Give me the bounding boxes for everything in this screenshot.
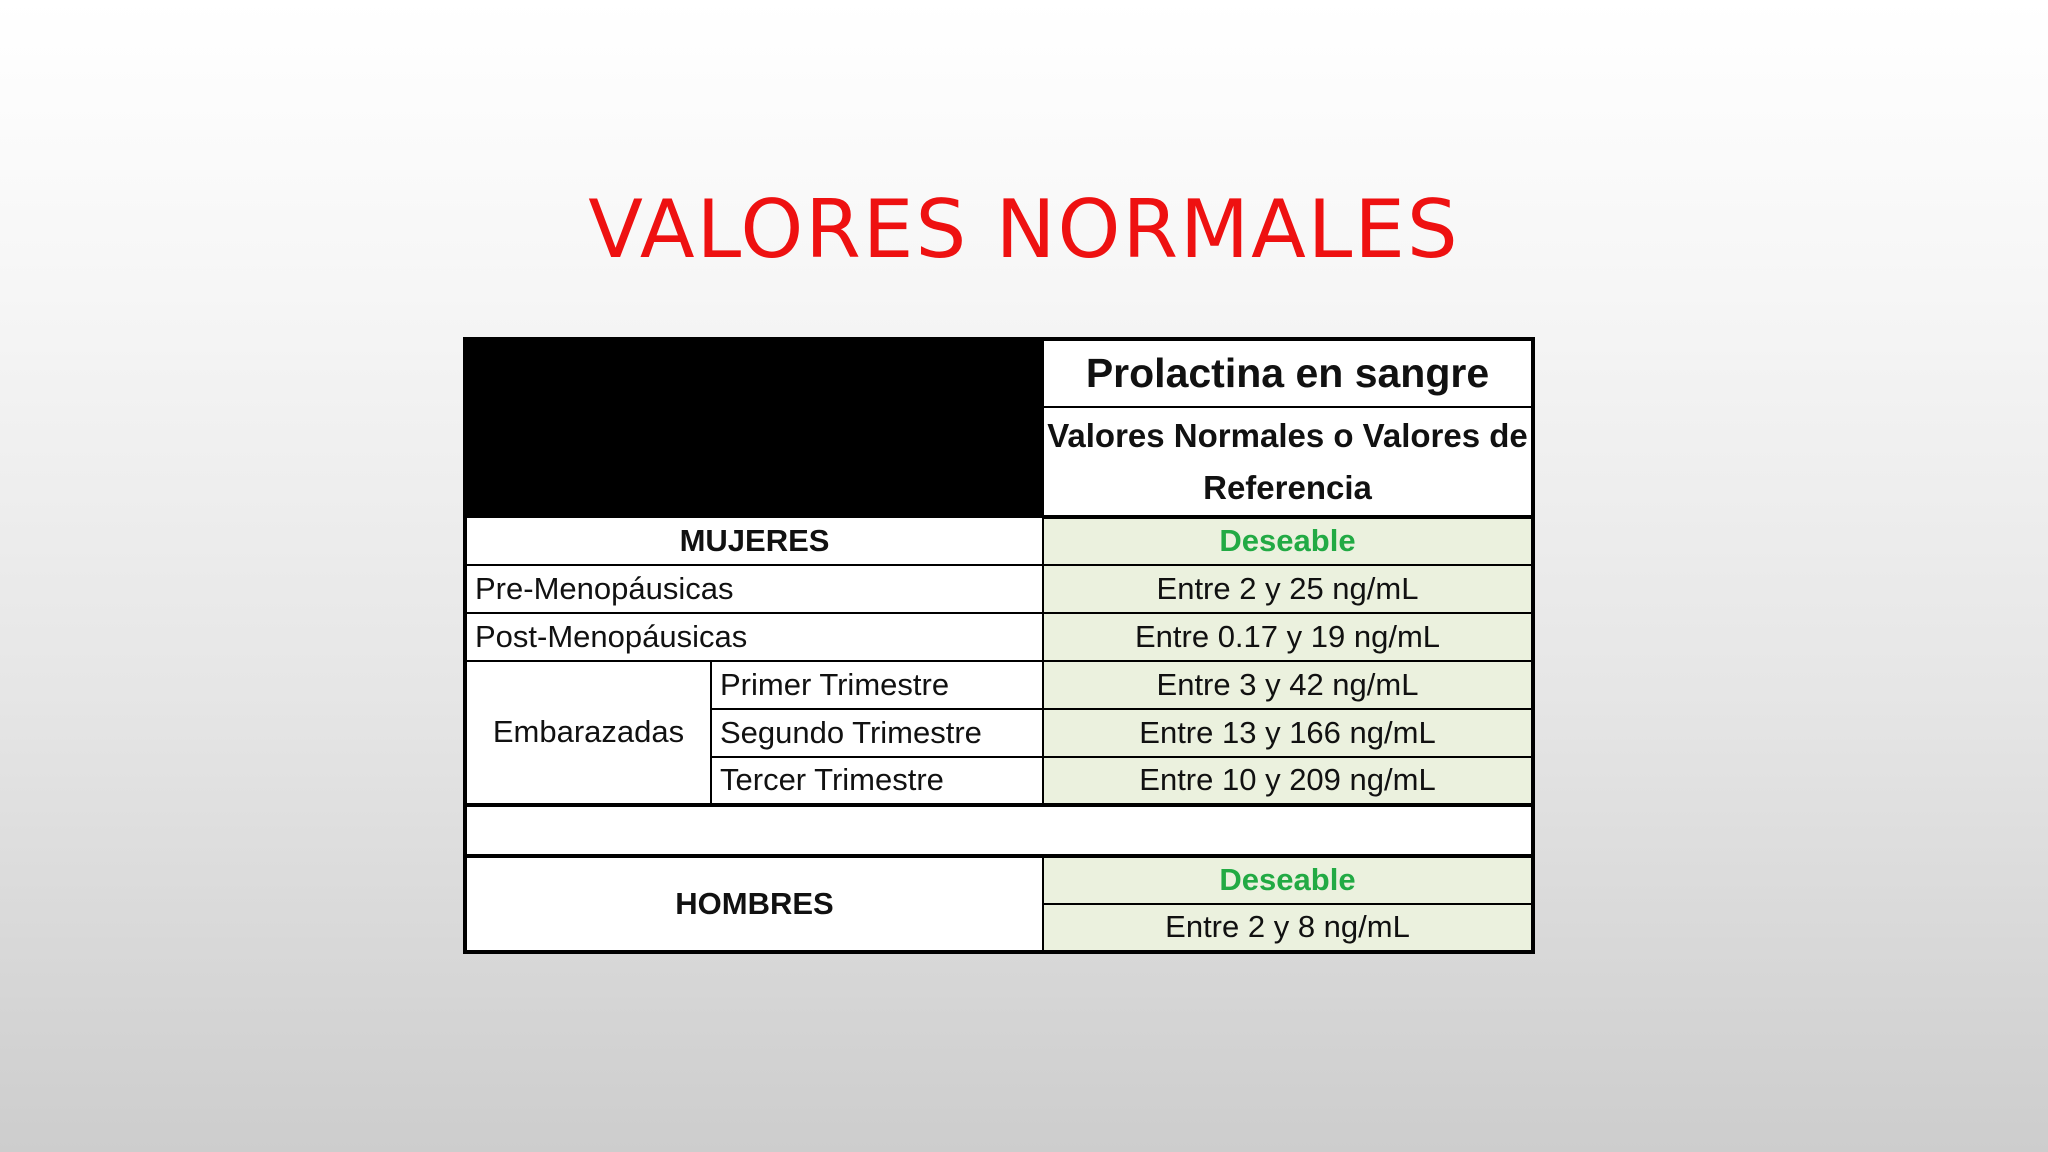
row-value-first-trimester: Entre 3 y 42 ng/mL bbox=[1043, 661, 1533, 709]
men-section-label: HOMBRES bbox=[465, 856, 1043, 952]
spacer-row bbox=[465, 805, 1533, 856]
table-row bbox=[465, 565, 1533, 613]
women-section-label: MUJERES bbox=[465, 517, 1043, 565]
row-label-second-trimester: Segundo Trimestre bbox=[711, 709, 1043, 757]
row-value-third-trimester: Entre 10 y 209 ng/mL bbox=[1043, 757, 1533, 805]
pregnant-group-label: Embarazadas bbox=[465, 661, 711, 805]
row-label-first-trimester: Primer Trimestre bbox=[711, 661, 1043, 709]
men-desirable-label: Deseable bbox=[1219, 862, 1356, 898]
row-value-second-trimester: Entre 13 y 166 ng/mL bbox=[1043, 709, 1533, 757]
table-row bbox=[465, 613, 1533, 661]
header-black-block bbox=[465, 339, 1043, 517]
row-label-pre-menopausal: Pre-Menopáusicas bbox=[465, 565, 1043, 613]
table-header-subtitle: Valores Normales o Valores de Referencia bbox=[1043, 407, 1533, 516]
row-value-post-menopausal: Entre 0.17 y 19 ng/mL bbox=[1043, 613, 1533, 661]
row-value-men: Entre 2 y 8 ng/mL bbox=[1043, 904, 1533, 952]
table-row bbox=[465, 661, 1533, 709]
women-desirable-cell bbox=[1043, 517, 1533, 565]
prolactin-reference-table bbox=[463, 337, 1535, 954]
row-value-pre-menopausal: Entre 2 y 25 ng/mL bbox=[1043, 565, 1533, 613]
row-label-post-menopausal: Post-Menopáusicas bbox=[465, 613, 1043, 661]
row-label-third-trimester: Tercer Trimestre bbox=[711, 757, 1043, 805]
women-desirable-label: Deseable bbox=[1219, 523, 1356, 559]
table-header-title: Prolactina en sangre bbox=[1043, 339, 1533, 407]
men-desirable-cell bbox=[1043, 856, 1533, 904]
slide-title: VALORES NORMALES bbox=[588, 183, 1460, 276]
